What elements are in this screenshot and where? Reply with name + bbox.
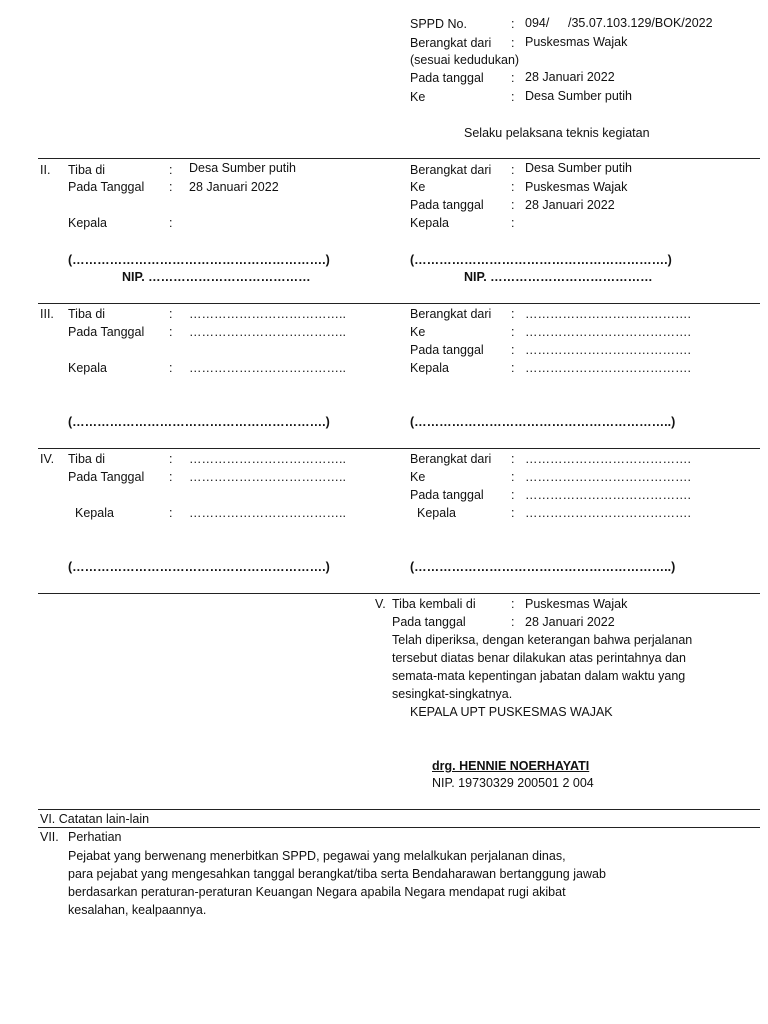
nip-right: NIP. …………………………………: [464, 270, 653, 284]
signature-left: (…………………………………………………….): [68, 560, 330, 574]
ke-value: Puskesmas Wajak: [525, 180, 628, 194]
pada-tanggal-label: Pada tanggal: [410, 488, 484, 502]
pada-tanggal-value: 28 Januari 2022: [525, 615, 615, 629]
tiba-dots: ………………………………..: [189, 307, 346, 321]
colon: :: [511, 17, 515, 31]
colon: :: [169, 307, 173, 321]
ke-dots: ………………………………….: [525, 470, 691, 484]
divider: [38, 827, 760, 828]
kepala-dots: ………………………………..: [189, 506, 346, 520]
nip-left: NIP. …………………………………: [122, 270, 311, 284]
signer-name: drg. HENNIE NOERHAYATI: [432, 759, 590, 773]
divider: [38, 303, 760, 304]
section-number: III.: [40, 307, 54, 321]
statement-line: Telah diperiksa, dengan keterangan bahwa perjalanan: [392, 633, 693, 647]
divider: [38, 448, 760, 449]
colon: :: [169, 506, 173, 520]
colon: :: [511, 90, 515, 104]
statement-line: semata-mata kepentingan jabatan dalam waktu yang: [392, 669, 686, 683]
pada-tanggal-value: 28 Januari 2022: [525, 198, 615, 212]
signature-right: (…………………………………………………….): [410, 253, 672, 267]
section-number: IV.: [40, 452, 55, 466]
pada-tanggal-label: Pada tanggal: [410, 71, 484, 85]
tanggal-label: Pada Tanggal: [68, 470, 145, 484]
kepala-dots: ………………………………….: [525, 361, 691, 375]
pada-tanggal-label: Pada tanggal: [410, 343, 484, 357]
colon: :: [511, 615, 515, 629]
sppd-number-suffix: /35.07.103.129/BOK/2022: [568, 16, 713, 30]
berangkat-label: Berangkat dari: [410, 163, 492, 177]
divider: [38, 593, 760, 594]
statement-line: tersebut diatas benar dilakukan atas perintahnya dan: [392, 651, 686, 665]
divider: [38, 809, 760, 810]
pada-tanggal-dots: ………………………………….: [525, 343, 691, 357]
tiba-kembali-label: Tiba kembali di: [392, 597, 476, 611]
kepala-label: Kepala: [68, 216, 107, 230]
colon: :: [511, 71, 515, 85]
tanggal-label: Pada Tanggal: [68, 325, 145, 339]
signature-right: (……………………………………………………..): [410, 415, 676, 429]
colon: :: [169, 180, 173, 194]
ke-label: Ke: [410, 180, 426, 194]
berangkat-label: Berangkat dari: [410, 36, 492, 50]
signature-right: (……………………………………………………..): [410, 560, 676, 574]
colon: :: [511, 163, 515, 177]
signer-nip: NIP. 19730329 200501 2 004: [432, 776, 594, 790]
section-title: Perhatian: [68, 830, 122, 844]
tiba-label: Tiba di: [68, 452, 106, 466]
colon: :: [511, 307, 515, 321]
tiba-dots: ………………………………..: [189, 452, 346, 466]
berangkat-label: Berangkat dari: [410, 307, 492, 321]
ke-dots: ………………………………….: [525, 325, 691, 339]
tiba-label: Tiba di: [68, 307, 106, 321]
section-number: II.: [40, 163, 51, 177]
berangkat-dots: ………………………………….: [525, 307, 691, 321]
notice-line: para pejabat yang mengesahkan tanggal berangkat/tiba serta Bendaharawan bertanggung jawab: [68, 867, 606, 881]
colon: :: [169, 163, 173, 177]
colon: :: [511, 470, 515, 484]
colon: :: [511, 180, 515, 194]
colon: :: [169, 325, 173, 339]
tanggal-label: Pada Tanggal: [68, 180, 145, 194]
kepala-label: Kepala: [410, 216, 449, 230]
berangkat-dots: ………………………………….: [525, 452, 691, 466]
colon: :: [511, 216, 515, 230]
colon: :: [511, 198, 515, 212]
sesuai-kedudukan: (sesuai kedudukan): [410, 53, 520, 67]
berangkat-value: Puskesmas Wajak: [525, 35, 628, 49]
colon: :: [511, 597, 515, 611]
colon: :: [511, 488, 515, 502]
tiba-value: Desa Sumber putih: [189, 161, 297, 175]
pada-tanggal-value: 28 Januari 2022: [525, 70, 615, 84]
colon: :: [169, 452, 173, 466]
section-6-label: VI. Catatan lain-lain: [40, 812, 150, 826]
sppd-number: 094/: [525, 16, 550, 30]
pada-tanggal-dots: ………………………………….: [525, 488, 691, 502]
ke-label: Ke: [410, 90, 426, 104]
tiba-kembali-value: Puskesmas Wajak: [525, 597, 628, 611]
berangkat-label: Berangkat dari: [410, 452, 492, 466]
colon: :: [511, 36, 515, 50]
notice-line: kesalahan, kealpaannya.: [68, 903, 207, 917]
signature-left: (…………………………………………………….): [68, 415, 330, 429]
colon: :: [511, 452, 515, 466]
kepala-title: KEPALA UPT PUSKESMAS WAJAK: [410, 705, 613, 719]
tanggal-dots: ………………………………..: [189, 470, 346, 484]
selaku-text: Selaku pelaksana teknis kegiatan: [464, 126, 650, 140]
colon: :: [169, 361, 173, 375]
tanggal-value: 28 Januari 2022: [189, 180, 279, 194]
sppd-label: SPPD No.: [410, 17, 467, 31]
kepala-label: Kepala: [75, 506, 114, 520]
section-number: VII.: [40, 830, 59, 844]
pada-tanggal-label: Pada tanggal: [392, 615, 466, 629]
colon: :: [511, 506, 515, 520]
divider: [38, 158, 760, 159]
colon: :: [511, 325, 515, 339]
kepala-label: Kepala: [410, 361, 449, 375]
colon: :: [169, 216, 173, 230]
kepala-dots: ………………………………..: [189, 361, 346, 375]
section-number: V.: [375, 597, 386, 611]
colon: :: [169, 470, 173, 484]
kepala-dots: ………………………………….: [525, 506, 691, 520]
pada-tanggal-label: Pada tanggal: [410, 198, 484, 212]
kepala-label: Kepala: [417, 506, 456, 520]
ke-value: Desa Sumber putih: [525, 89, 633, 103]
notice-line: Pejabat yang berwenang menerbitkan SPPD, pegawai yang melalkukan perjalanan dinas,: [68, 849, 566, 863]
ke-label: Ke: [410, 470, 426, 484]
signature-left: (…………………………………………………….): [68, 253, 330, 267]
notice-line: berdasarkan peraturan-peraturan Keuangan Negara apabila Negara mendapat rugi akibat: [68, 885, 566, 899]
statement-line: sesingkat-singkatnya.: [392, 687, 513, 701]
colon: :: [511, 343, 515, 357]
tanggal-dots: ………………………………..: [189, 325, 346, 339]
colon: :: [511, 361, 515, 375]
berangkat-value: Desa Sumber putih: [525, 161, 633, 175]
kepala-label: Kepala: [68, 361, 107, 375]
tiba-label: Tiba di: [68, 163, 106, 177]
ke-label: Ke: [410, 325, 426, 339]
